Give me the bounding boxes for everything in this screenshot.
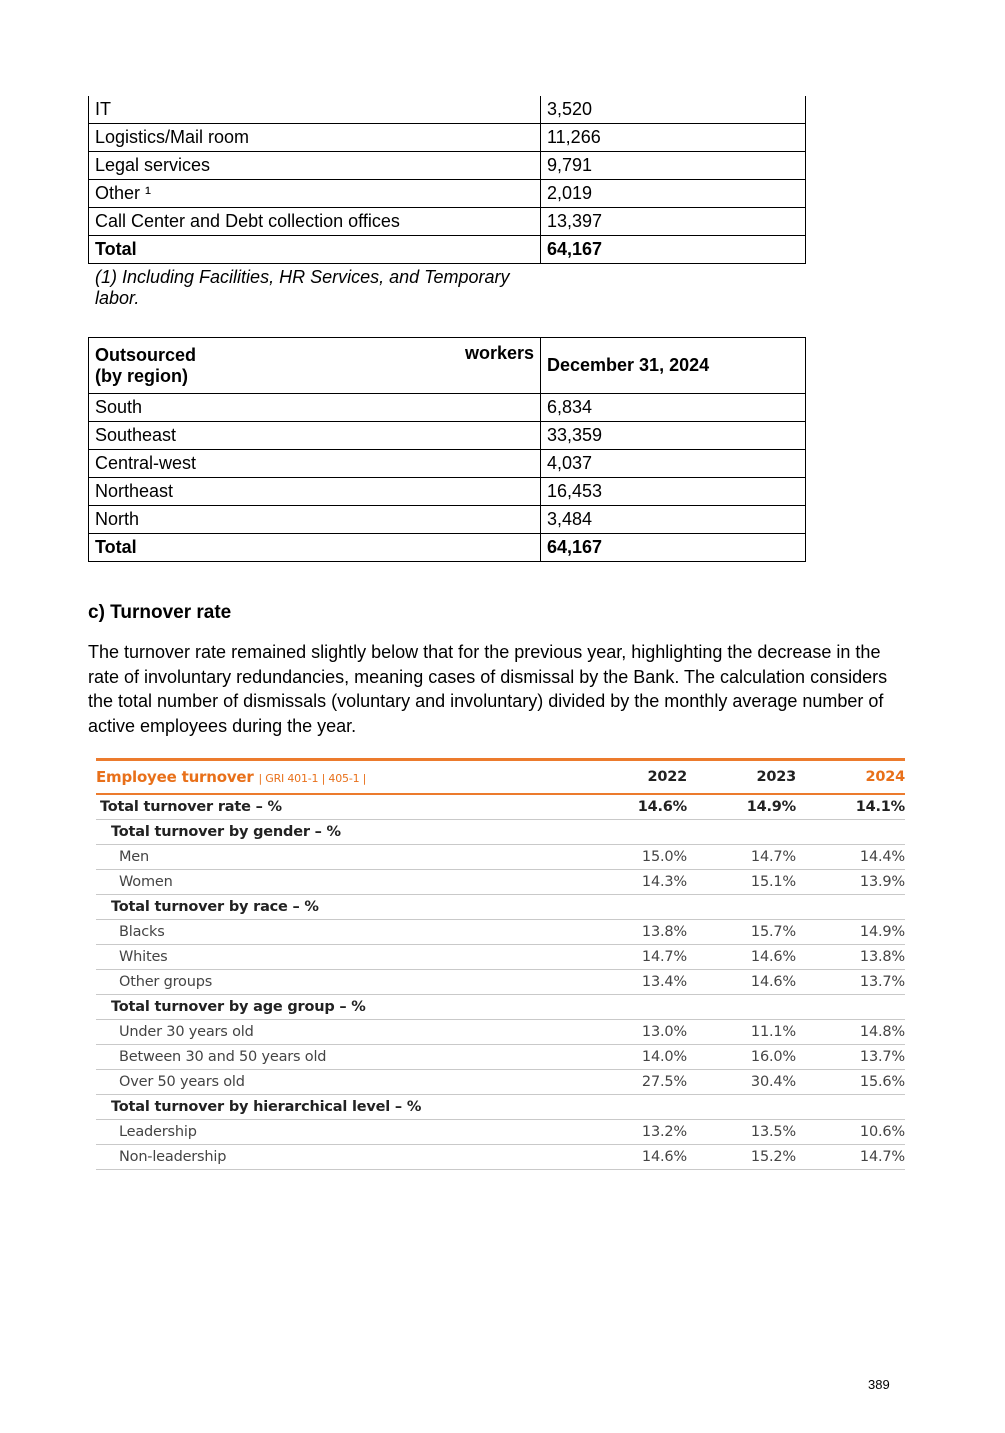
table-row bbox=[96, 870, 905, 895]
value-2022: 13.8% bbox=[641, 924, 687, 940]
outsourced-by-function-table bbox=[88, 96, 806, 264]
table-row bbox=[96, 1045, 905, 1070]
category-row-gender bbox=[96, 820, 905, 845]
turnover-title: Employee turnover bbox=[96, 768, 254, 786]
row-value: 2,019 bbox=[541, 180, 806, 208]
value-2024: 14.9% bbox=[859, 924, 905, 940]
value-2022: 27.5% bbox=[641, 1074, 687, 1090]
total-label: Total bbox=[89, 534, 541, 562]
value-2022: 14.6% bbox=[641, 1149, 687, 1165]
value-2022: 14.7% bbox=[641, 949, 687, 965]
row-value: 3,484 bbox=[541, 506, 806, 534]
total-value: 64,167 bbox=[541, 534, 806, 562]
category-label: Total turnover by gender – % bbox=[111, 824, 341, 840]
row-label: Other ¹ bbox=[89, 180, 541, 208]
table-row bbox=[96, 970, 905, 995]
table-row bbox=[89, 152, 806, 180]
value-2023: 30.4% bbox=[750, 1074, 796, 1090]
section-title: c) Turnover rate bbox=[88, 602, 232, 623]
value-2024: 14.4% bbox=[859, 849, 905, 865]
row-label: Northeast bbox=[89, 478, 541, 506]
total-row bbox=[89, 236, 806, 264]
row-label: Over 50 years old bbox=[119, 1074, 245, 1090]
value-2022: 14.3% bbox=[641, 874, 687, 890]
row-value: 33,359 bbox=[541, 422, 806, 450]
row-label: Central-west bbox=[89, 450, 541, 478]
value-2023: 14.6% bbox=[750, 974, 796, 990]
value-2022: 13.0% bbox=[641, 1024, 687, 1040]
category-label: Total turnover by hierarchical level – % bbox=[111, 1099, 422, 1115]
value-2024: 14.1% bbox=[855, 799, 905, 815]
row-label: South bbox=[89, 394, 541, 422]
table-row bbox=[89, 422, 806, 450]
header-outsourced: Outsourced bbox=[95, 344, 197, 365]
total-row bbox=[89, 534, 806, 562]
page-number: 389 bbox=[868, 1377, 890, 1392]
value-2024: 14.7% bbox=[859, 1149, 905, 1165]
value-2022: 13.4% bbox=[641, 974, 687, 990]
row-value: 6,834 bbox=[541, 394, 806, 422]
value-2023: 14.9% bbox=[746, 799, 796, 815]
section-paragraph: The turnover rate remained slightly below that for the previous year, highlighting the decrease in the rate of involuntary redundancies, meaning cases of dismissal by the Bank. The calculation considers the total number of dismissals (voluntary and involuntary) divided by the monthly average number of active employees during the year. bbox=[88, 642, 888, 736]
row-label: Total turnover rate – % bbox=[100, 799, 282, 815]
value-2024: 14.8% bbox=[859, 1024, 905, 1040]
category-row-level bbox=[96, 1095, 905, 1120]
outsourced-by-region-table bbox=[88, 337, 806, 562]
value-2022: 14.0% bbox=[641, 1049, 687, 1065]
row-label: North bbox=[89, 506, 541, 534]
row-label: Logistics/Mail room bbox=[89, 124, 541, 152]
row-value: 16,453 bbox=[541, 478, 806, 506]
table-row bbox=[89, 506, 806, 534]
row-label: Non-leadership bbox=[119, 1149, 227, 1165]
header-by-region: (by region) bbox=[95, 365, 188, 386]
region-header-cell bbox=[89, 338, 541, 394]
value-2024: 13.8% bbox=[859, 949, 905, 965]
row-label: Southeast bbox=[89, 422, 541, 450]
table-row bbox=[96, 1020, 905, 1045]
value-2024: 10.6% bbox=[859, 1124, 905, 1140]
employee-turnover-table bbox=[96, 758, 905, 1170]
row-label: Blacks bbox=[119, 924, 165, 940]
value-2024: 15.6% bbox=[859, 1074, 905, 1090]
value-2022: 15.0% bbox=[641, 849, 687, 865]
value-2023: 15.1% bbox=[750, 874, 796, 890]
table-row bbox=[96, 1145, 905, 1170]
table-row bbox=[96, 1070, 905, 1095]
gri-reference: | GRI 401-1 | 405-1 | bbox=[258, 772, 367, 785]
value-2022: 13.2% bbox=[641, 1124, 687, 1140]
row-label: Men bbox=[119, 849, 150, 865]
row-label: Whites bbox=[119, 949, 168, 965]
row-value: 13,397 bbox=[541, 208, 806, 236]
row-value: 4,037 bbox=[541, 450, 806, 478]
value-2024: 13.9% bbox=[859, 874, 905, 890]
table-row bbox=[89, 450, 806, 478]
table-row bbox=[89, 124, 806, 152]
row-label: Call Center and Debt collection offices bbox=[89, 208, 541, 236]
table-row bbox=[96, 945, 905, 970]
value-2024: 13.7% bbox=[859, 1049, 905, 1065]
table-row bbox=[89, 96, 806, 124]
table-header-row bbox=[89, 338, 806, 394]
table-row bbox=[89, 208, 806, 236]
value-2023: 11.1% bbox=[750, 1024, 796, 1040]
year-2022: 2022 bbox=[647, 769, 687, 785]
value-2023: 13.5% bbox=[750, 1124, 796, 1140]
year-2023: 2023 bbox=[756, 769, 796, 785]
value-2024: 13.7% bbox=[859, 974, 905, 990]
table-row bbox=[96, 1120, 905, 1145]
category-row-race bbox=[96, 895, 905, 920]
table-row bbox=[89, 180, 806, 208]
value-2023: 14.7% bbox=[750, 849, 796, 865]
row-label: Women bbox=[119, 874, 173, 890]
row-label: Under 30 years old bbox=[119, 1024, 254, 1040]
total-label: Total bbox=[89, 236, 541, 264]
value-2023: 14.6% bbox=[750, 949, 796, 965]
row-value: 3,520 bbox=[541, 96, 806, 124]
header-workers: workers bbox=[464, 343, 534, 363]
table-row bbox=[89, 394, 806, 422]
total-turnover-row bbox=[96, 795, 905, 820]
row-label: Other groups bbox=[119, 974, 213, 990]
header-date: December 31, 2024 bbox=[541, 338, 806, 394]
category-label: Total turnover by age group – % bbox=[111, 999, 366, 1015]
table-row bbox=[89, 478, 806, 506]
value-2022: 14.6% bbox=[637, 799, 687, 815]
table-footnote: (1) Including Facilities, HR Services, and Temporary labor. bbox=[95, 267, 510, 308]
category-label: Total turnover by race – % bbox=[111, 899, 319, 915]
table-row bbox=[96, 920, 905, 945]
row-value: 9,791 bbox=[541, 152, 806, 180]
turnover-header bbox=[96, 761, 905, 795]
row-label: Leadership bbox=[119, 1124, 197, 1140]
row-label: IT bbox=[89, 96, 541, 124]
row-label: Legal services bbox=[89, 152, 541, 180]
table-row bbox=[96, 845, 905, 870]
value-2023: 15.7% bbox=[750, 924, 796, 940]
year-2024: 2024 bbox=[865, 769, 905, 785]
value-2023: 15.2% bbox=[750, 1149, 796, 1165]
row-value: 11,266 bbox=[541, 124, 806, 152]
row-label: Between 30 and 50 years old bbox=[119, 1049, 327, 1065]
total-value: 64,167 bbox=[541, 236, 806, 264]
value-2023: 16.0% bbox=[750, 1049, 796, 1065]
category-row-age bbox=[96, 995, 905, 1020]
